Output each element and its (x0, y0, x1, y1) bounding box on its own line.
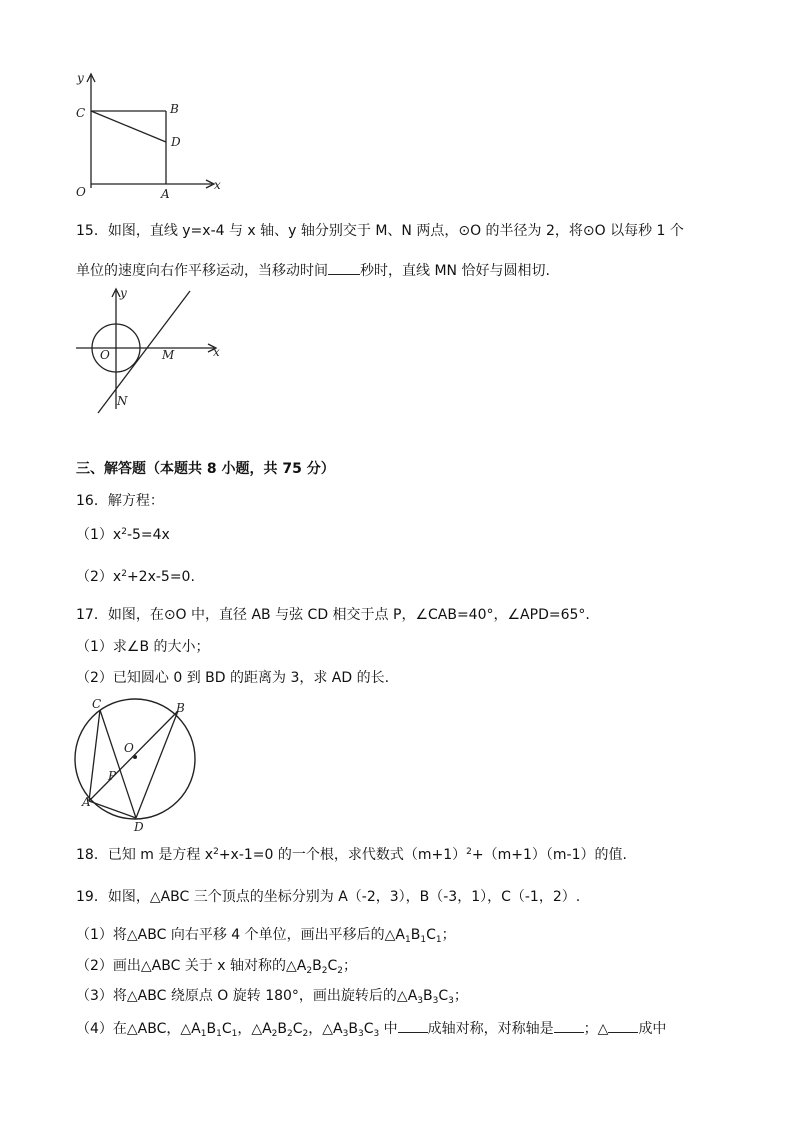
q19-p1-s2: 1 (420, 935, 427, 945)
label-A: A (161, 187, 170, 201)
q19-p3-b: B (423, 988, 433, 1004)
q15-line2-a: 单位的速度向右作平移运动，当移动时间 (76, 263, 328, 279)
label-x: x (213, 345, 220, 359)
q18-stem (76, 845, 627, 865)
label-x: x (214, 178, 221, 192)
figure-q17-circle (70, 696, 210, 836)
q19-p4-s8: 3 (357, 1029, 364, 1039)
q19-blank-2[interactable] (554, 1018, 584, 1033)
label-y: y (120, 286, 127, 300)
q19-p4-s9: 3 (373, 1029, 380, 1039)
q19-p4-a: （4）在△ABC，△A (76, 1021, 201, 1037)
q19-p3-s3: 3 (448, 996, 454, 1006)
q16-stem: 16．解方程： (76, 493, 164, 509)
q16-p2-a: （2）x (76, 569, 122, 585)
q19-stem: 19．如图，△ABC 三个顶点的坐标分别为 A（-2，3），B（-3，1），C（-1，2）. (76, 889, 581, 905)
center-dot (133, 755, 137, 759)
q19-p1-s1: 1 (405, 935, 411, 945)
q19-p3-s2: 3 (432, 996, 439, 1006)
q19-part3 (76, 986, 468, 1006)
q19-part2 (76, 956, 357, 976)
q16-p1-sup: 2 (121, 527, 127, 537)
q18-sup1: 2 (213, 847, 219, 857)
q19-p2-b: B (312, 958, 322, 974)
label-O: O (100, 348, 110, 362)
q19-p1-s3: 1 (435, 935, 442, 945)
q19-p4-s3: 1 (231, 1029, 238, 1039)
q19-p2-s1: 2 (306, 966, 313, 976)
q19-p4-g: ，△A (308, 1021, 343, 1037)
q19-p4-m: 成中 (638, 1021, 667, 1037)
q18-sup2: 2 (466, 847, 472, 857)
q16-part1 (76, 525, 170, 545)
q19-blank-1[interactable] (398, 1018, 428, 1033)
q19-p4-s4: 2 (271, 1029, 278, 1039)
q19-p4-s5: 2 (287, 1029, 293, 1039)
chord-ad (89, 801, 136, 818)
q19-p4-l: ；△ (583, 1021, 609, 1037)
label-D: D (171, 135, 181, 149)
q16-part2 (76, 567, 195, 587)
q18-a: 18．已知 m 是方程 x (76, 847, 214, 863)
q18-c: +（m+1）（m-1）的值. (471, 847, 627, 863)
q19-p4-s6: 2 (302, 1029, 309, 1039)
q17-part1: （1）求∠B 的大小； (76, 639, 210, 655)
q19-p3-s1: 3 (417, 996, 424, 1006)
label-C: C (76, 106, 86, 120)
label-B: B (170, 102, 179, 116)
label-O: O (124, 741, 134, 755)
label-N: N (117, 394, 128, 408)
label-A: A (82, 795, 91, 809)
q15-line2 (76, 260, 550, 281)
section3-heading: 三、解答题（本题共 8 小题，共 75 分） (76, 461, 335, 477)
label-C: C (92, 697, 102, 711)
label-D: D (134, 820, 144, 834)
q16-p2-sup: 2 (121, 569, 127, 579)
q19-p3-a: （3）将△ABC 绕原点 O 旋转 180°，画出旋转后的△A (76, 988, 418, 1004)
q19-p4-k: 成轴对称，对称轴是 (427, 1021, 554, 1037)
q19-p4-c: C (221, 1021, 232, 1037)
q19-p4-d: ，△A (237, 1021, 272, 1037)
segment-cd (91, 111, 166, 142)
label-y: y (77, 71, 84, 85)
q17-stem: 17．如图，在⊙O 中，直径 AB 与弦 CD 相交于点 P，∠CAB=40°，∠APD=65°. (76, 607, 590, 623)
chord-cd (100, 710, 136, 818)
q19-p4-s1: 1 (200, 1029, 207, 1039)
q15-answer-blank[interactable] (328, 260, 360, 275)
q19-blank-3[interactable] (608, 1018, 638, 1033)
figure-circle-line (76, 287, 226, 412)
label-P: P (108, 769, 117, 783)
q16-p2-b: +2x-5=0. (126, 569, 195, 585)
q19-p3-c: C (438, 988, 449, 1004)
q18-b: +x-1=0 的一个根，求代数式（m+1） (218, 847, 467, 863)
figure-square-axes (72, 72, 222, 202)
q19-p4-b: B (206, 1021, 217, 1037)
q19-p2-d: ； (342, 958, 357, 974)
q17-part2: （2）已知圆心 0 到 BD 的距离为 3，求 AD 的长. (76, 670, 390, 686)
q19-p2-c: C (327, 958, 338, 974)
chord-ca (89, 710, 100, 801)
q19-p4-e: B (277, 1021, 288, 1037)
q19-p4-j: 中 (379, 1021, 398, 1037)
q19-p3-d: ； (453, 988, 468, 1004)
q19-p2-s3: 2 (337, 966, 343, 976)
label-O: O (76, 185, 86, 199)
label-M: M (162, 348, 175, 362)
q19-p1-a: （1）将△ABC 向右平移 4 个单位，画出平移后的△A (76, 927, 405, 943)
q19-part1 (76, 925, 456, 945)
q16-p1-b: -5=4x (126, 527, 170, 543)
q19-part4 (76, 1018, 666, 1039)
q19-p4-f: C (292, 1021, 303, 1037)
q19-p1-c: C (426, 927, 436, 943)
chord-bd (136, 711, 178, 818)
q19-p2-a: （2）画出△ABC 关于 x 轴对称的△A (76, 958, 307, 974)
q19-p4-s7: 3 (342, 1029, 349, 1039)
q19-p2-s2: 2 (321, 966, 328, 976)
q15-line2-b: 秒时，直线 MN 恰好与圆相切. (360, 263, 550, 279)
line-mn (98, 291, 190, 413)
q19-p4-h: B (348, 1021, 358, 1037)
q19-p1-d: ； (441, 927, 456, 943)
label-B: B (176, 701, 185, 715)
q16-p1-a: （1）x (76, 527, 122, 543)
q19-p4-i: C (363, 1021, 374, 1037)
q15-line1: 15．如图，直线 y=x-4 与 x 轴、y 轴分别交于 M、N 两点，⊙O 的半径为 2，将⊙O 以每秒 1 个 (76, 223, 684, 239)
q19-p1-b: B (410, 927, 421, 943)
q19-p4-s2: 1 (216, 1029, 222, 1039)
